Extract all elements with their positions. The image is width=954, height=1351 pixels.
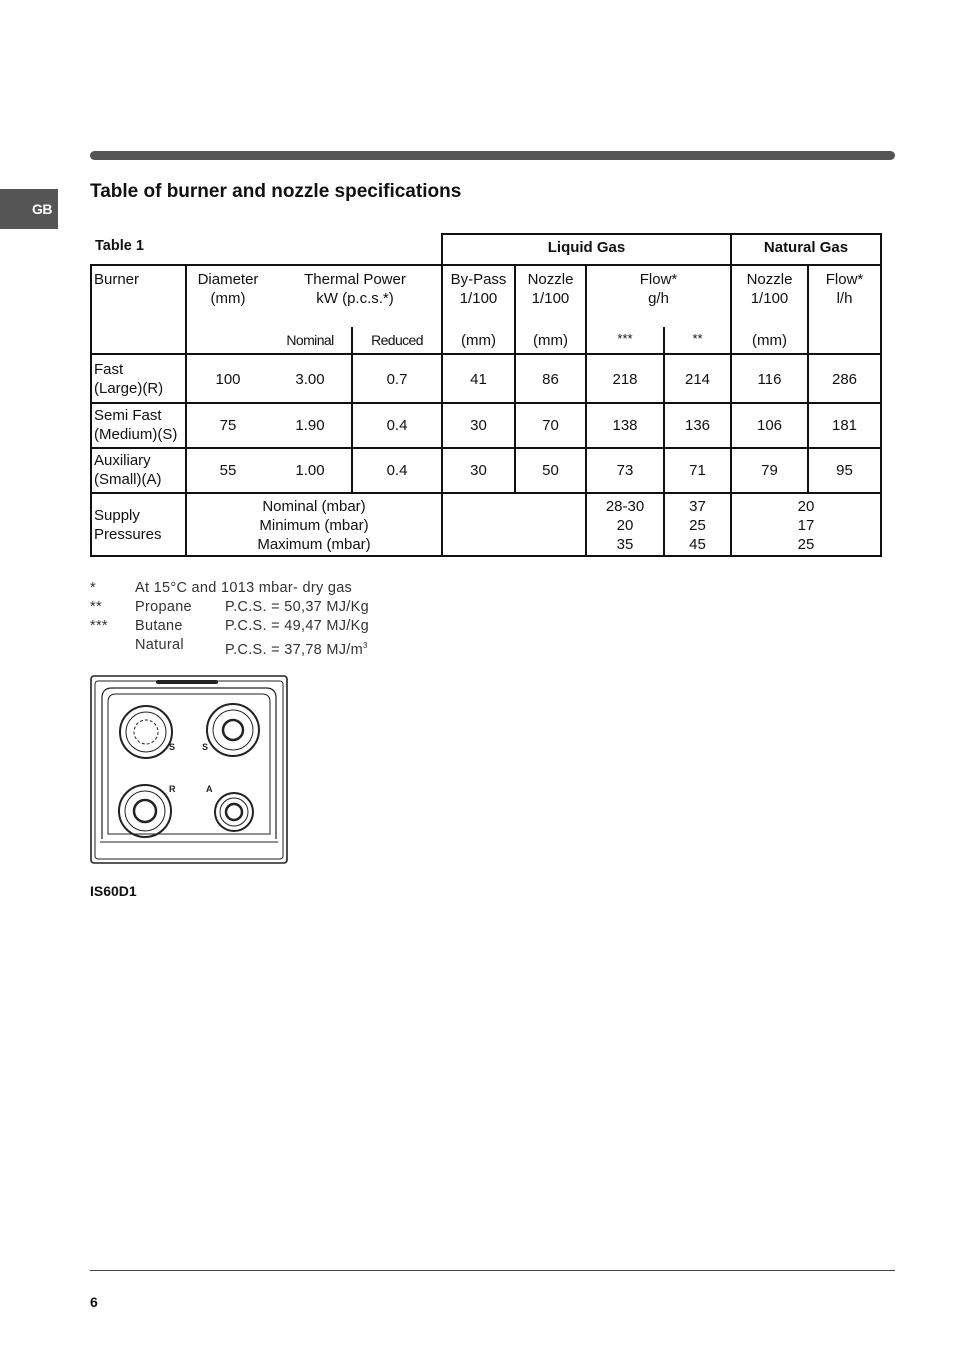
- cell-bypass: 30: [470, 417, 487, 434]
- cell-flow-butane: 218: [612, 371, 638, 388]
- col-header-bypass-unit: (mm): [461, 332, 496, 349]
- page-number: 6: [90, 1294, 98, 1310]
- cell-bypass: 30: [470, 462, 487, 479]
- footnote-text: Natural: [135, 637, 184, 653]
- table-border: [90, 492, 882, 494]
- table-border: [880, 233, 882, 557]
- cell-nozzle: 50: [542, 462, 559, 479]
- cell-nat-flow: 95: [836, 462, 853, 479]
- header-rule: [90, 151, 895, 160]
- cell-flow-butane: 138: [612, 417, 638, 434]
- cell-diameter: 75: [219, 417, 237, 434]
- col-header-flow-butane: ***: [617, 331, 633, 346]
- burner-label: S: [202, 742, 209, 752]
- supply-pressure-labels: Nominal (mbar) Minimum (mbar) Maximum (mbar): [257, 498, 371, 553]
- cell-nominal: 3.00: [295, 371, 325, 388]
- footnote-text: Propane: [135, 599, 192, 615]
- col-header-reduced: Reduced: [371, 332, 423, 348]
- table-border: [90, 402, 882, 404]
- burner-name: Fast (Large)(R): [94, 361, 164, 397]
- cooktop-diagram: [90, 674, 290, 866]
- col-header-burner: Burner: [94, 271, 140, 288]
- page-title: Table of burner and nozzle specifications: [90, 181, 462, 202]
- col-header-flow: Flow* g/h: [639, 271, 678, 307]
- burner-label: S: [169, 742, 176, 752]
- cell-nozzle: 70: [542, 417, 559, 434]
- cell-nozzle: 86: [542, 371, 559, 388]
- cell-diameter: 100: [215, 371, 241, 388]
- table-label: Table 1: [95, 238, 144, 254]
- model-label: IS60D1: [90, 883, 137, 899]
- col-header-nat-nozzle: Nozzle 1/100: [746, 271, 793, 307]
- burner-icon: [119, 785, 171, 837]
- cell-nominal: 1.90: [295, 417, 325, 434]
- col-header-bypass: By-Pass 1/100: [450, 271, 507, 307]
- burner-label: R: [169, 784, 176, 794]
- col-header-diameter: Diameter (mm): [197, 271, 259, 307]
- cell-flow-butane: 73: [616, 462, 634, 479]
- cell-reduced: 0.4: [386, 462, 408, 479]
- cell-flow-propane: 71: [689, 462, 706, 479]
- col-header-nat-nozzle-unit: (mm): [752, 332, 787, 349]
- cell-nominal: 1.00: [295, 462, 325, 479]
- footnote-mark: **: [90, 599, 102, 615]
- table-border: [90, 353, 882, 355]
- footnote-text: At 15°C and 1013 mbar- dry gas: [135, 580, 353, 596]
- table-border: [90, 264, 882, 266]
- cell-nat-nozzle: 79: [761, 462, 778, 479]
- col-header-thermal-power: Thermal Power kW (p.c.s.*): [304, 271, 406, 307]
- col-header-flow-propane: **: [692, 331, 703, 346]
- col-header-nat-flow: Flow* l/h: [825, 271, 864, 307]
- supply-natural: 20 17 25: [797, 498, 815, 553]
- col-header-nominal: Nominal: [286, 332, 334, 348]
- group-header-natural: Natural Gas: [763, 239, 849, 256]
- burner-icon: [120, 706, 172, 758]
- footnote-pcs: P.C.S. = 50,37 MJ/Kg: [225, 599, 369, 615]
- footnote-mark: ***: [90, 618, 108, 634]
- supply-propane: 37 25 45: [689, 498, 706, 553]
- col-header-nozzle-unit: (mm): [533, 332, 568, 349]
- footnote-mark: *: [90, 580, 96, 596]
- supply-label: Supply Pressures: [94, 507, 162, 543]
- table-border: [90, 264, 92, 557]
- cell-nat-nozzle: 106: [756, 417, 783, 434]
- burner-label: A: [206, 784, 213, 794]
- cell-flow-propane: 214: [684, 371, 711, 388]
- group-header-liquid: Liquid Gas: [547, 239, 626, 256]
- burner-name: Auxiliary (Small)(A): [94, 452, 162, 488]
- cell-nat-flow: 286: [831, 371, 858, 388]
- supply-butane: 28-30 20 35: [605, 498, 645, 553]
- cell-diameter: 55: [219, 462, 237, 479]
- cell-reduced: 0.4: [386, 417, 408, 434]
- burner-icon: [215, 793, 253, 831]
- table-border: [90, 447, 882, 449]
- language-tab: GB: [0, 189, 58, 229]
- footnote-pcs: P.C.S. = 49,47 MJ/Kg: [225, 618, 369, 634]
- burner-icon: [207, 704, 259, 756]
- burner-name: Semi Fast (Medium)(S): [94, 407, 178, 443]
- table-border: [90, 555, 882, 557]
- footnote-text: Butane: [135, 618, 183, 634]
- footer-rule: [90, 1270, 895, 1271]
- cell-bypass: 41: [470, 371, 487, 388]
- table-border: [441, 233, 882, 235]
- footnote-pcs: P.C.S. = 37,78 $MJ/m^3$: [225, 641, 368, 658]
- cell-reduced: 0.7: [386, 371, 408, 388]
- cell-nat-nozzle: 116: [757, 371, 782, 388]
- col-header-nozzle: Nozzle 1/100: [527, 271, 574, 307]
- cell-nat-flow: 181: [831, 417, 858, 434]
- cell-flow-propane: 136: [684, 417, 711, 434]
